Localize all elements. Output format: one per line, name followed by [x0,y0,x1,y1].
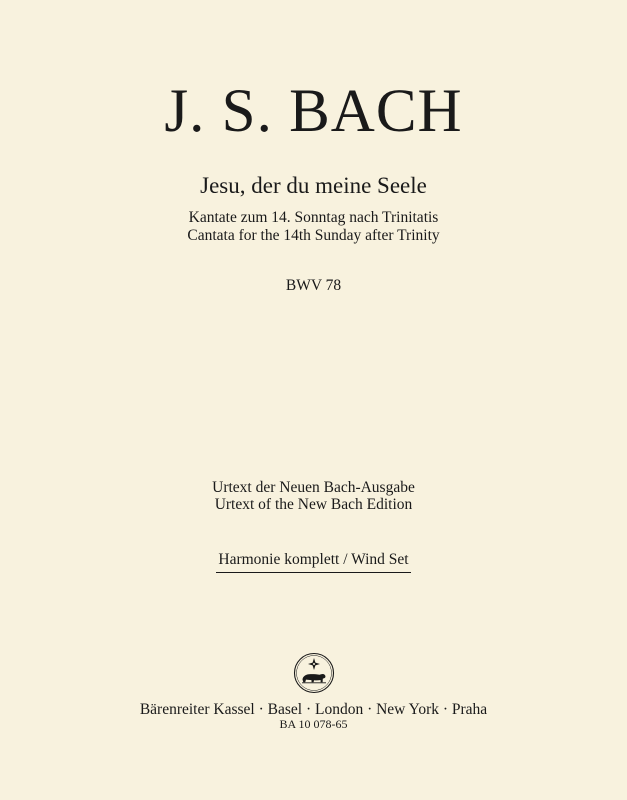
part-designation [0,550,627,573]
publisher-logo-icon [293,652,335,694]
composer-name: J. S. BACH [164,78,463,145]
subtitle-german: Kantate zum 14. Sonntag nach Trinitatis [188,209,439,226]
part-label: Harmonie komplett / Wind Set [216,550,410,573]
edition-number: BA 10 078-65 [279,717,348,731]
subtitle-english: Cantata for the 14th Sunday after Trinity [187,227,440,244]
publisher-line: Bärenreiter Kassel · Basel · London · New York · Praha [139,701,488,718]
urtext-english: Urtext of the New Bach Edition [214,496,413,513]
work-title: Jesu, der du meine Seele [200,173,427,198]
catalogue-number: BWV 78 [285,277,342,294]
urtext-german: Urtext der Neuen Bach-Ausgabe [212,479,415,496]
